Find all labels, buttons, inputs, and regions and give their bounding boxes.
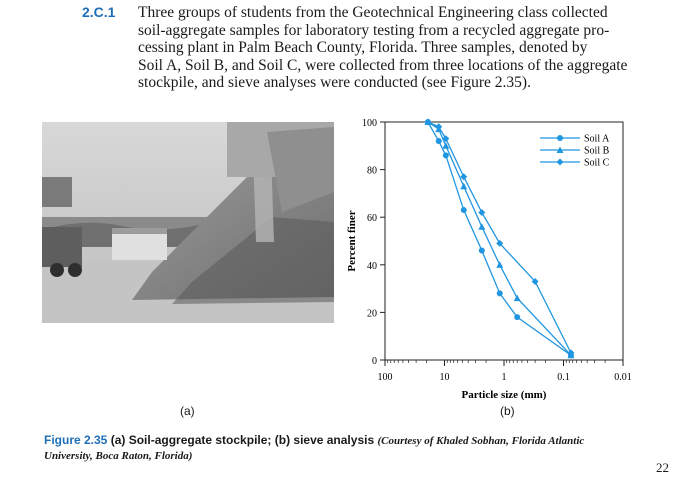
legend-marker bbox=[557, 159, 564, 166]
x-axis-label: Particle size (mm) bbox=[461, 389, 547, 401]
y-tick-label: 100 bbox=[362, 118, 377, 129]
legend-label: Soil A bbox=[584, 133, 610, 145]
problem-statement bbox=[62, 4, 642, 92]
data-point bbox=[497, 290, 503, 296]
y-tick-label: 40 bbox=[367, 260, 377, 272]
figure-caption bbox=[44, 433, 644, 463]
series-line bbox=[428, 122, 571, 353]
x-tick-label: 0.1 bbox=[557, 372, 570, 383]
x-tick-label: 1 bbox=[501, 372, 507, 383]
data-point bbox=[496, 261, 503, 268]
data-point bbox=[435, 123, 442, 130]
figure-caption-courtesy: (Courtesy of Khaled Sobhan, Florida Atlantic bbox=[377, 435, 585, 447]
data-point bbox=[461, 207, 467, 213]
figure-label-a: (a) bbox=[180, 404, 195, 418]
legend-marker bbox=[557, 135, 563, 141]
data-point bbox=[514, 314, 520, 320]
data-point bbox=[514, 295, 521, 302]
legend-label: Soil C bbox=[584, 157, 610, 169]
page-number: 22 bbox=[656, 460, 669, 475]
y-tick-label: 20 bbox=[367, 308, 377, 320]
figure-caption-text: (a) Soil-aggregate stockpile; (b) sieve analysis bbox=[110, 433, 375, 447]
figure-caption-number: Figure 2.35 bbox=[44, 433, 108, 447]
problem-line: stockpile, and sieve analyses were conducted (see Figure 2.35). bbox=[138, 74, 531, 91]
figure-caption-courtesy-cont: University, Boca Raton, Florida) bbox=[44, 450, 193, 462]
x-tick-label: 0.01 bbox=[614, 372, 632, 383]
figure-label-b: (b) bbox=[500, 404, 515, 418]
problem-line: cessing plant in Palm Beach County, Florida. Three samples, denoted by bbox=[138, 39, 588, 56]
series-line bbox=[428, 122, 571, 355]
x-tick-label: 100 bbox=[377, 372, 393, 383]
stockpile-photo bbox=[42, 122, 334, 323]
data-point bbox=[443, 152, 449, 158]
series-line bbox=[428, 122, 571, 355]
y-tick-label: 60 bbox=[367, 213, 377, 225]
stockpile-photo-illustration bbox=[42, 122, 334, 323]
sieve-analysis-chart bbox=[340, 112, 640, 407]
problem-text bbox=[138, 4, 690, 92]
data-point bbox=[436, 138, 442, 144]
problem-line: Soil A, Soil B, and Soil C, were collected from three locations of the aggregate bbox=[138, 56, 628, 74]
data-point bbox=[478, 209, 485, 216]
sieve-analysis-chart-svg bbox=[340, 112, 640, 402]
y-tick-label: 80 bbox=[367, 165, 377, 177]
data-point bbox=[460, 183, 467, 190]
y-axis-label: Percent finer bbox=[346, 210, 358, 272]
series-soil-a bbox=[425, 119, 574, 358]
data-point bbox=[478, 223, 485, 230]
problem-line: soil-aggregate samples for laboratory testing from a recycled aggregate pro- bbox=[138, 21, 610, 39]
legend-label: Soil B bbox=[584, 145, 610, 157]
y-tick-label: 0 bbox=[372, 356, 377, 367]
problem-number: 2.C.1 bbox=[82, 4, 116, 20]
problem-line: Three groups of students from the Geotechnical Engineering class collected bbox=[138, 4, 608, 21]
data-point bbox=[479, 248, 485, 254]
x-tick-label: 10 bbox=[439, 372, 450, 383]
